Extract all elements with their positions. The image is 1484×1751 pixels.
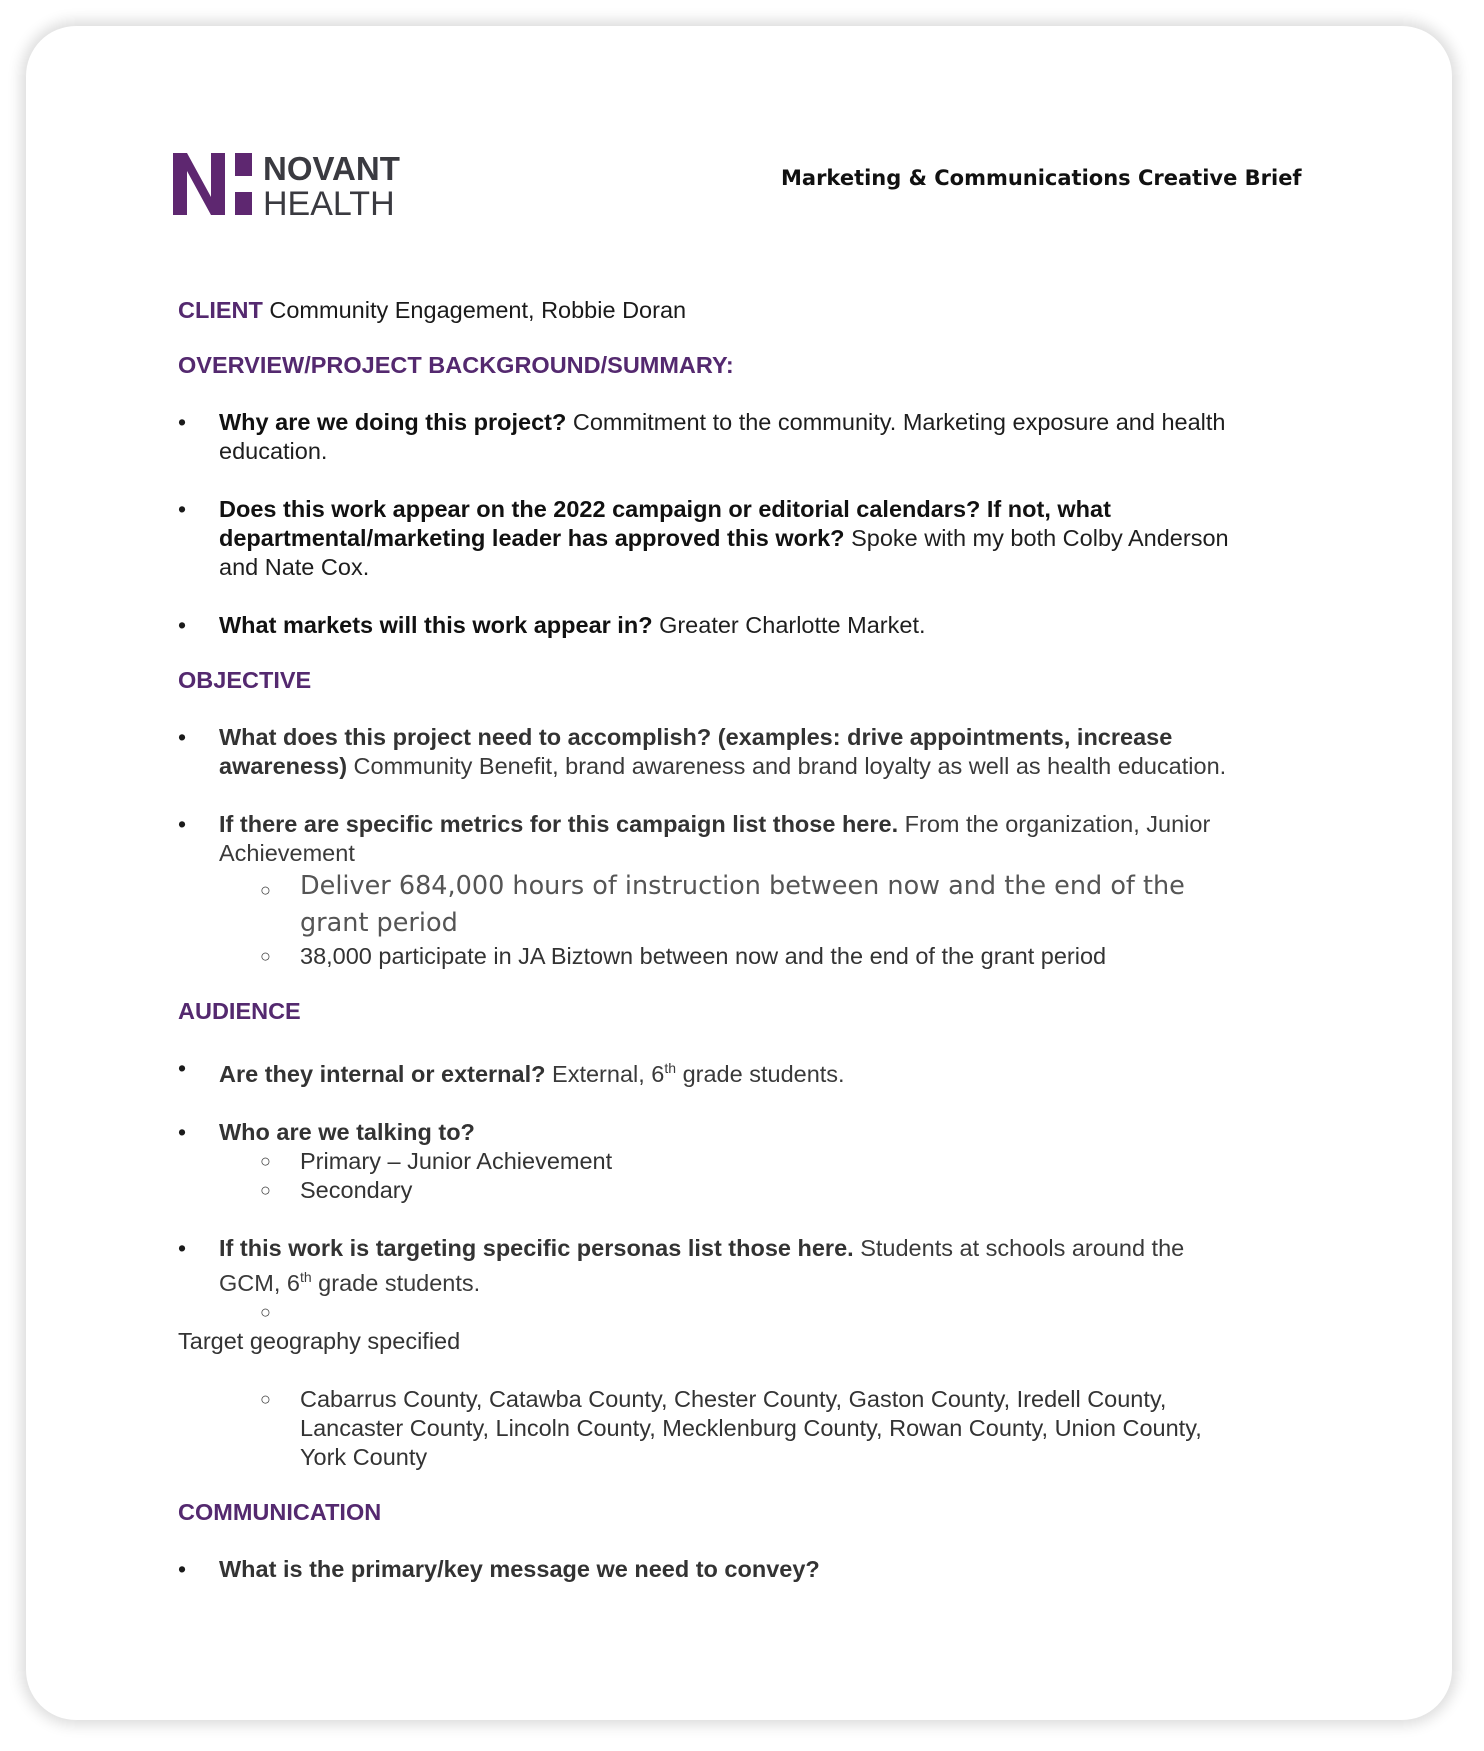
ordinal-suffix: th [299,1268,312,1285]
answer-text: External, 6 [545,1060,665,1087]
geo-item [178,1385,1238,1472]
geo-label: Target geography specified [178,1327,461,1354]
audience-item [178,1147,1238,1176]
question-text: Who are we talking to? [219,1118,475,1145]
list-item [178,1555,1238,1584]
audience-item [178,1176,1238,1205]
question-text: If there are specific metrics for this campaign list those here. [219,811,899,837]
overview-heading: OVERVIEW/PROJECT BACKGROUND/SUMMARY: [178,352,734,378]
client-label: CLIENT [178,297,263,323]
metric-text: Deliver 684,000 hours of instruction between now and the end of the grant period [300,871,1185,938]
list-item [178,1054,1238,1089]
circle-bullet-icon: ○ [260,1150,271,1171]
question-text: Does this work appear on the 2022 campaign or editorial calendars? If not, what departmental/marketing leader has approved this work? [219,496,1111,551]
question-text: What does this project need to accomplish? (examples: drive appointments, increase awareness) [219,724,1173,779]
bullet-icon: • [178,496,187,522]
metric-item [178,942,1238,971]
bullet-icon: • [178,1234,187,1261]
bullet-icon: • [178,1555,187,1582]
bullet-icon: • [178,409,187,435]
circle-bullet-icon: ○ [260,1179,271,1200]
answer-text: grade students. [311,1269,481,1296]
answer-text: Spoke with my both Colby Anderson and Nate Cox. [219,525,1229,580]
audience-heading: AUDIENCE [178,998,301,1024]
bullet-icon: • [178,811,187,837]
empty-sub-item [178,1298,1238,1327]
answer-text: Greater Charlotte Market. [652,612,926,638]
bullet-icon: • [178,1055,187,1081]
circle-bullet-icon: ○ [260,946,271,966]
list-item [178,1118,1238,1147]
brief-title: Marketing & Communications Creative Brief [781,166,1302,190]
logo-mark [173,153,252,215]
answer-text: Students at schools around the GCM, 6 [219,1234,1185,1296]
answer-text: grade students. [676,1060,845,1087]
audience-item-text: Secondary [300,1176,413,1203]
answer-text: From the organization, Junior Achievement [219,811,1211,866]
client-value: Community Engagement, Robbie Doran [269,297,687,323]
question-text: If this work is targeting specific personas list those here. [219,1234,854,1261]
bullet-icon: • [178,612,187,638]
brief-content [178,296,1238,1613]
communication-heading: COMMUNICATION [178,1498,382,1525]
logo-text-novant: NOVANT [263,153,400,187]
question-text: Why are we doing this project? [219,409,567,435]
question-text: What markets will this work appear in? [219,612,653,638]
client-row [178,296,1238,325]
list-item [178,810,1238,868]
metric-text: 38,000 participate in JA Biztown between now and the end of the grant period [300,943,1107,969]
geo-item-text: Cabarrus County, Catawba County, Chester County, Gaston County, Iredell County, Lancaster County, Lincoln County, Mecklenburg County, Rowan County, Union County, York County [300,1385,1202,1470]
list-item [178,611,1238,640]
list-item [178,723,1238,781]
circle-bullet-icon: ○ [260,880,271,900]
bullet-icon: • [178,1118,187,1145]
circle-bullet-icon: ○ [260,1388,271,1409]
circle-bullet-icon: ○ [260,1301,271,1322]
list-item [178,495,1238,582]
logo-text-health: HEALTH [263,185,395,219]
list-item [178,408,1238,466]
answer-text: Community Benefit, brand awareness and brand loyalty as well as health education. [347,753,1227,779]
objective-heading: OBJECTIVE [178,667,312,693]
metric-item [178,868,1238,942]
answer-text: Commitment to the community. Marketing exposure and health education. [219,409,1226,464]
bullet-icon: • [178,724,187,750]
novant-health-logo [173,153,473,219]
list-item [178,1234,1238,1298]
audience-item-text: Primary – Junior Achievement [300,1147,613,1174]
question-text: What is the primary/key message we need to convey? [219,1555,820,1582]
document-page [26,26,1452,1720]
ordinal-suffix: th [664,1060,677,1076]
question-text: Are they internal or external? [219,1060,546,1087]
